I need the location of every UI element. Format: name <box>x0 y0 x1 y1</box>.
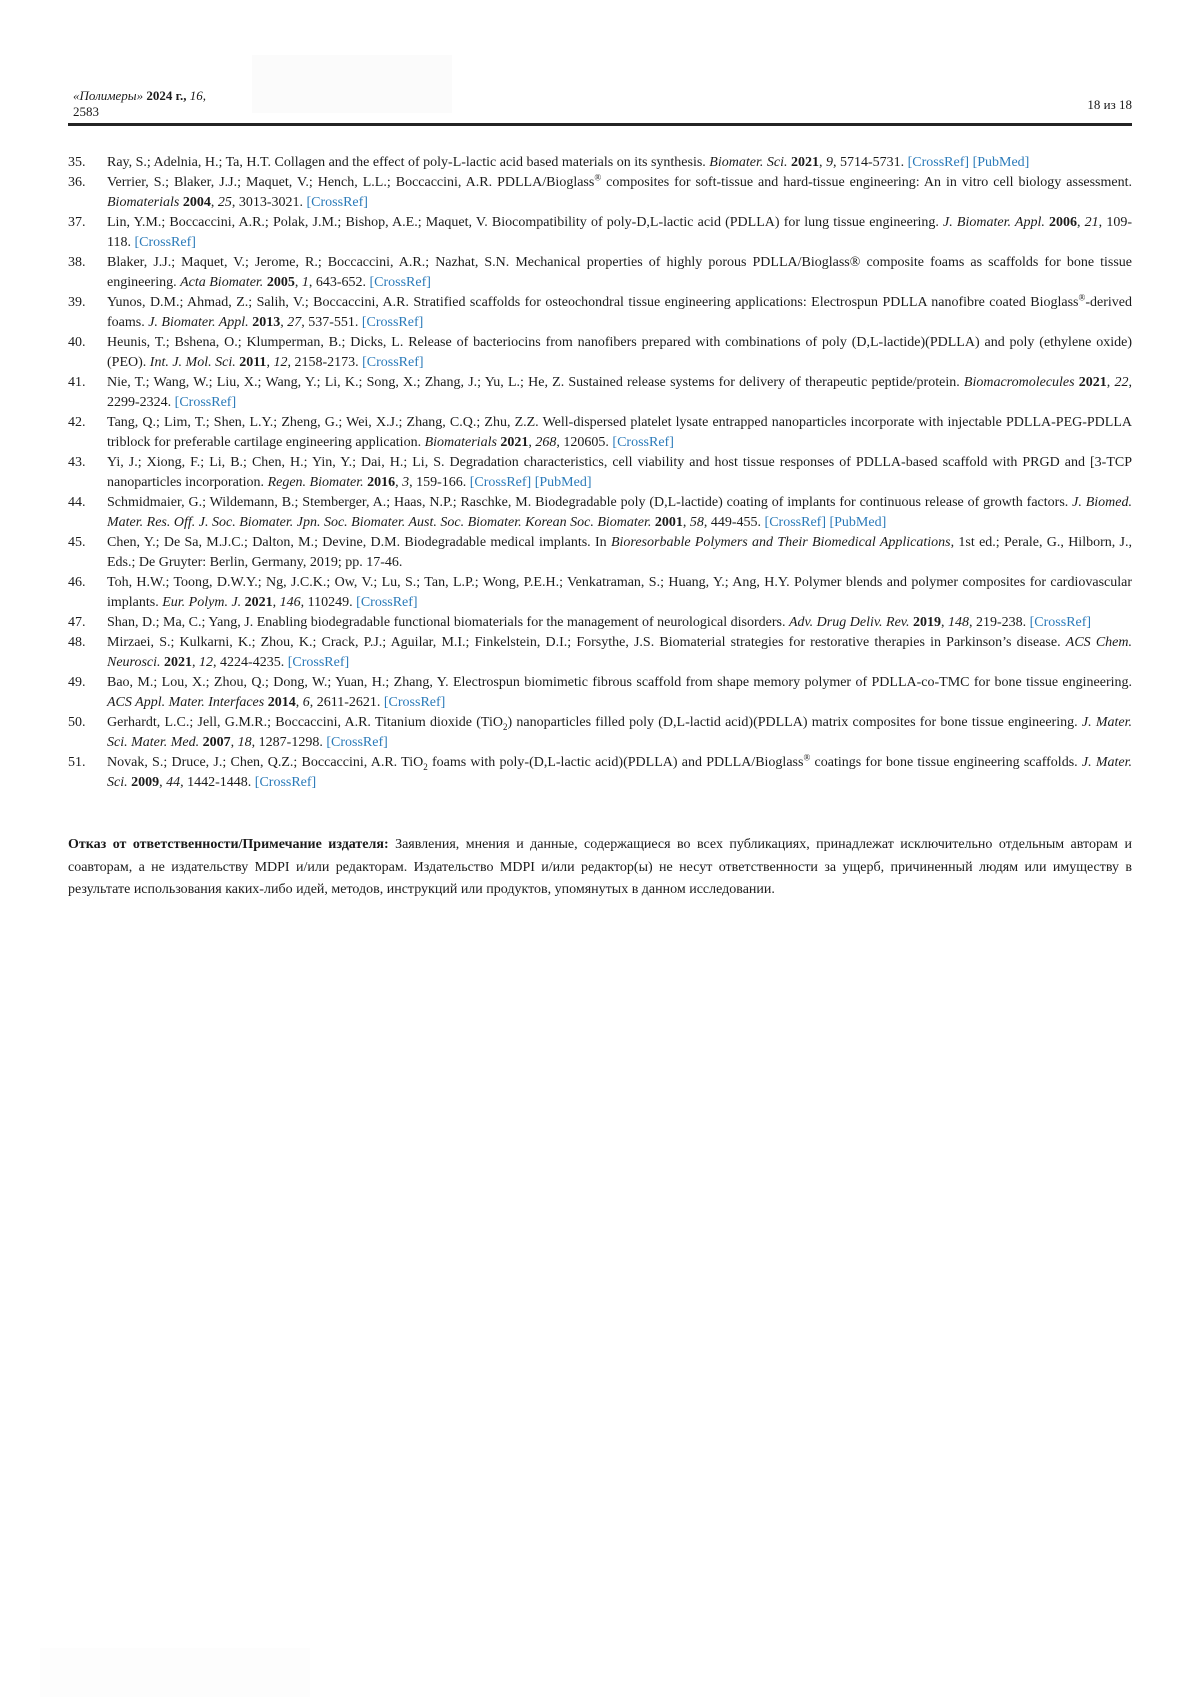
ref-text <box>107 213 1132 253</box>
text-segment: -derived foams. <box>107 295 1132 330</box>
text-segment: Toh, H.W.; Toong, D.W.Y.; Ng, J.C.K.; Ow, V.; Lu, S.; Tan, L.P.; Wong, P.E.H.; Venkatraman, S.; Huang, Y.; Ang, H.Y. Polymer blends and polymer composites for cardiovascular implants. <box>107 575 1132 610</box>
text-segment: , 109-118. <box>107 215 1132 250</box>
text-segment: Bao, M.; Lou, X.; Zhou, Q.; Dong, W.; Yuan, H.; Zhang, Y. Electrospun biomimetic fibrous scaffold from shape memory polymer of PDLLA-co-TMC for bone tissue engineering. <box>107 675 1132 690</box>
ref-number: 43. <box>68 455 86 470</box>
text-segment: 18 <box>237 735 252 750</box>
crossref-link[interactable]: [CrossRef] <box>326 735 388 750</box>
text-segment: , <box>940 615 948 630</box>
text-segment: 1 <box>301 275 309 290</box>
ref-text <box>107 373 1132 413</box>
text-segment: , <box>294 275 302 290</box>
text-segment: Biomaterials <box>107 195 183 210</box>
reference-item <box>68 153 1132 173</box>
scan-artifact <box>40 1648 310 1697</box>
text-segment: , <box>395 475 403 490</box>
publisher-disclaimer <box>68 834 1132 902</box>
ref-number: 46. <box>68 575 86 590</box>
text-segment: 2021 <box>500 435 529 450</box>
text-segment: 2011 <box>239 355 267 370</box>
text-segment: Shan, D.; Ma, C.; Yang, J. Enabling biodegradable functional biomaterials for the management of neurological disorders. <box>107 615 789 630</box>
text-segment: Novak, S.; Druce, J.; Chen, Q.Z.; Boccaccini, A.R. TiO <box>107 755 424 770</box>
ref-text <box>107 413 1132 453</box>
text-segment: , 120605. <box>556 435 613 450</box>
crossref-link[interactable]: [CrossRef] <box>469 475 532 490</box>
running-head <box>68 88 206 120</box>
text-segment: , <box>295 695 303 710</box>
text-segment: Mirzaei, S.; Kulkarni, K.; Zhou, K.; Crack, P.J.; Aguilar, M.I.; Finkelstein, D.I.; Forsythe, J.S. Biomaterial strategies for restorative therapies in Parkinson’s disease. <box>107 635 1066 650</box>
journal-volume: 16, <box>189 88 207 103</box>
crossref-link[interactable]: [CrossRef] <box>764 515 826 530</box>
ref-text <box>107 633 1132 673</box>
ref-text <box>107 673 1132 713</box>
text-segment: 2021 <box>164 655 193 670</box>
reference-item <box>68 673 1132 713</box>
text-segment: ® <box>803 752 811 763</box>
text-segment: 2016 <box>367 475 396 490</box>
text-segment: 2 <box>423 761 428 772</box>
text-segment: , 1st ed.; Perale, G., Hilborn, J., Eds.; De Gruyter: Berlin, Germany, 2019; pp. 17-46. <box>107 535 1133 570</box>
reference-item <box>68 173 1132 213</box>
ref-number: 36. <box>68 175 86 190</box>
ref-text <box>107 253 1132 293</box>
text-segment: 268 <box>535 435 557 450</box>
crossref-link[interactable]: [CrossRef] <box>907 155 970 170</box>
text-segment: 2014 <box>267 695 296 710</box>
ref-number: 44. <box>68 495 86 510</box>
pubmed-link[interactable]: [PubMed] <box>972 155 1030 170</box>
text-segment: 2021 <box>244 595 273 610</box>
text-segment: 22 <box>1114 375 1129 390</box>
text-segment: ACS Appl. Mater. Interfaces <box>107 695 268 710</box>
text-segment: 44 <box>166 775 181 790</box>
ref-text <box>107 713 1132 753</box>
reference-item <box>68 413 1132 453</box>
text-segment: , <box>192 655 200 670</box>
text-segment: Tang, Q.; Lim, T.; Shen, L.Y.; Zheng, G.; Wei, X.J.; Zhang, C.Q.; Zhu, Z.Z. Well-dispersed platelet lysate entrapped nanoparticles incorporate with injectable PDLLA-PEG-PDLLA triblock for preferable cartilage engineering application. <box>107 415 1132 450</box>
text-segment: 148 <box>947 615 969 630</box>
text-segment: 2001 <box>654 515 683 530</box>
text-segment: J. Mater. Sci. Mater. Med. <box>107 715 1132 750</box>
reference-item <box>68 713 1132 753</box>
text-segment: , 1442-1448. <box>180 775 255 790</box>
text-segment: foams with poly-(D,L-lactic acid)(PDLLA) and PDLLA/Bioglass <box>427 755 804 770</box>
text-segment: , <box>1106 375 1115 390</box>
crossref-link[interactable]: [CrossRef] <box>369 275 431 290</box>
crossref-link[interactable]: [CrossRef] <box>1029 615 1092 630</box>
reference-item <box>68 213 1132 253</box>
crossref-link[interactable]: [CrossRef] <box>287 655 350 670</box>
ref-text <box>107 573 1132 613</box>
text-segment: 2005 <box>266 275 295 290</box>
text-segment: , <box>272 595 280 610</box>
text-segment: , 449-455. <box>703 515 765 530</box>
text-segment: , <box>528 435 536 450</box>
page-header <box>68 88 1132 120</box>
text-segment: 6 <box>302 695 310 710</box>
reference-item <box>68 633 1132 673</box>
crossref-link[interactable]: [CrossRef] <box>362 355 424 370</box>
text-segment: 2021 <box>1078 375 1107 390</box>
text-segment: , <box>280 315 288 330</box>
ref-number: 51. <box>68 755 86 770</box>
ref-text <box>107 533 1132 573</box>
text-segment: 2013 <box>252 315 281 330</box>
reference-item <box>68 253 1132 293</box>
reference-item <box>68 493 1132 533</box>
ref-text <box>107 173 1132 213</box>
text-segment: 27 <box>287 315 302 330</box>
text-segment: 12 <box>199 655 214 670</box>
reference-item <box>68 573 1132 613</box>
text-segment: Biomater. Sci. <box>709 155 791 170</box>
crossref-link[interactable]: [CrossRef] <box>174 395 237 410</box>
ref-number: 49. <box>68 675 86 690</box>
text-segment: Ray, S.; Adelnia, H.; Ta, H.T. Collagen and the effect of poly-L-lactic acid based materials on its synthesis. <box>107 155 710 170</box>
text-segment: , 3013-3021. <box>231 195 307 210</box>
text-segment: Bioresorbable Polymers and Their Biomedical Applications <box>610 535 951 550</box>
text-segment: Eur. Polym. J. <box>162 595 245 610</box>
reference-item <box>68 453 1132 493</box>
text-segment: Biomacromolecules <box>963 375 1079 390</box>
text-segment: , 643-652. <box>308 275 370 290</box>
text-segment: ) nanoparticles filled poly (D,L-lactid acid)(PDLLA) matrix composites for bone tissue engineering. <box>507 715 1082 730</box>
text-segment: Lin, Y.M.; Boccaccini, A.R.; Polak, J.M.; Bishop, A.E.; Maquet, V. Biocompatibility of poly-D,L-lactic acid (PDLLA) for lung tissue engineering. <box>107 215 944 230</box>
text-segment: , 4224-4235. <box>213 655 288 670</box>
text-segment: , <box>159 775 167 790</box>
text-segment: , 537-551. <box>301 315 362 330</box>
article-number: 2583 <box>73 104 99 119</box>
text-segment: 3 <box>402 475 410 490</box>
journal-name: «Полимеры» <box>73 88 144 103</box>
text-segment: 2004 <box>182 195 211 210</box>
crossref-link[interactable]: [CrossRef] <box>134 235 196 250</box>
text-segment: Adv. Drug Deliv. Rev. <box>788 615 913 630</box>
ref-number: 41. <box>68 375 86 390</box>
references-list <box>68 153 1132 793</box>
crossref-link[interactable]: [CrossRef] <box>361 315 424 330</box>
ref-text <box>107 153 1132 173</box>
crossref-link[interactable]: [CrossRef] <box>612 435 674 450</box>
journal-year: 2024 г., <box>146 88 187 103</box>
text-segment: ® <box>1078 292 1086 303</box>
pubmed-link[interactable]: [PubMed] <box>534 475 592 490</box>
reference-item <box>68 293 1132 333</box>
ref-number: 38. <box>68 255 86 270</box>
text-segment: Regen. Biomater. <box>267 475 368 490</box>
text-segment: J. Biomater. Appl. <box>148 315 253 330</box>
ref-number: 48. <box>68 635 86 650</box>
text-segment: , 110249. <box>300 595 357 610</box>
ref-text <box>107 293 1132 333</box>
text-segment: J. Biomed. Mater. Res. Off. J. Soc. Biomater. Jpn. Soc. Biomater. Aust. Soc. Biomater. Korean Soc. Biomater. <box>107 495 1132 530</box>
text-segment: 12 <box>273 355 288 370</box>
ref-text <box>107 333 1132 373</box>
text-segment: composites for soft-tissue and hard-tissue engineering: An in vitro cell biology assessment. <box>601 175 1132 190</box>
text-segment: 25 <box>217 195 232 210</box>
text-segment: J. Biomater. Appl. <box>943 215 1049 230</box>
ref-text <box>107 493 1132 533</box>
ref-number: 50. <box>68 715 86 730</box>
ref-number: 47. <box>68 615 86 630</box>
text-segment: Nie, T.; Wang, W.; Liu, X.; Wang, Y.; Li, K.; Song, X.; Zhang, J.; Yu, L.; He, Z. Sustained release systems for delivery of therapeutic peptide/protein. <box>107 375 964 390</box>
reference-item <box>68 333 1132 373</box>
text-segment: , 5714-5731. <box>832 155 908 170</box>
text-segment: Отказ от ответственности/Примечание издателя: <box>68 837 389 852</box>
ref-number: 37. <box>68 215 86 230</box>
header-rule <box>68 123 1132 126</box>
text-segment: Heunis, T.; Bshena, O.; Klumperman, B.; Dicks, L. Release of bacteriocins from nanofibers prepared with combinations of poly (D,L-lactide)(PDLLA) and poly (ethylene oxide)(PEO). <box>107 335 1132 370</box>
crossref-link[interactable]: [CrossRef] <box>254 775 317 790</box>
crossref-link[interactable]: [CrossRef] <box>383 695 446 710</box>
text-segment: Gerhardt, L.C.; Jell, G.M.R.; Boccaccini, A.R. Titanium dioxide (TiO <box>107 715 503 730</box>
text-segment: ® <box>594 172 602 183</box>
text-segment: , 159-166. <box>409 475 470 490</box>
text-segment: 58 <box>689 515 704 530</box>
text-segment: 2021 <box>790 155 819 170</box>
ref-text <box>107 753 1132 793</box>
text-segment: , <box>266 355 274 370</box>
reference-item <box>68 613 1132 633</box>
ref-text <box>107 453 1132 493</box>
text-segment: , 2611-2621. <box>309 695 384 710</box>
text-segment: 9 <box>825 155 833 170</box>
text-segment: , 1287-1298. <box>251 735 327 750</box>
text-segment: , 2158-2173. <box>287 355 363 370</box>
crossref-link[interactable]: [CrossRef] <box>356 595 418 610</box>
text-segment: 2009 <box>131 775 160 790</box>
text-segment: , <box>818 155 826 170</box>
text-segment: 2 <box>502 721 508 732</box>
reference-item <box>68 753 1132 793</box>
pubmed-link[interactable]: [PubMed] <box>829 515 887 530</box>
ref-number: 39. <box>68 295 86 310</box>
text-segment: , <box>1077 215 1085 230</box>
text-segment: Int. J. Mol. Sci. <box>149 355 240 370</box>
text-segment: 2006 <box>1049 215 1077 230</box>
text-segment: , 219-238. <box>968 615 1030 630</box>
text-segment: 2019 <box>912 615 941 630</box>
crossref-link[interactable]: [CrossRef] <box>306 195 368 210</box>
ref-number: 35. <box>68 155 86 170</box>
text-segment: Verrier, S.; Blaker, J.J.; Maquet, V.; Hench, L.L.; Boccaccini, A.R. PDLLA/Bioglass <box>107 175 595 190</box>
text-segment: ACS Chem. Neurosci. <box>107 635 1132 670</box>
text-segment: Chen, Y.; De Sa, M.J.C.; Dalton, M.; Devine, D.M. Biodegradable medical implants. In <box>107 535 611 550</box>
ref-number: 45. <box>68 535 86 550</box>
text-segment: Schmidmaier, G.; Wildemann, B.; Stemberger, A.; Haas, N.P.; Raschke, M. Biodegradable poly (D,L-lactide) coating of implants for continuous release of growth factors. <box>107 495 1073 510</box>
text-segment: coatings for bone tissue engineering scaffolds. <box>810 755 1082 770</box>
ref-text <box>107 613 1132 633</box>
text-segment: Заявления, мнения и данные, содержащиеся во всех публикациях, принадлежат исключительно отдельным авторам и соавторам, а не издательству MDPI и/или редакторам. Издательство MDPI и/или редактор(ы) не несут ответственности за ущерб, причиненный людям или имуществу в результате использования каких-либо идей, методов, инструкций или продуктов, упомянутых в данном исследовании. <box>68 837 1132 897</box>
text-segment: , <box>210 195 218 210</box>
ref-number: 40. <box>68 335 86 350</box>
page-number: 18 из 18 <box>1087 97 1132 112</box>
text-segment: , <box>230 735 238 750</box>
text-segment: 146 <box>279 595 301 610</box>
ref-number: 42. <box>68 415 86 430</box>
text-segment: Yi, J.; Xiong, F.; Li, B.; Chen, H.; Yin, Y.; Dai, H.; Li, S. Degradation characteristics, cell viability and host tissue responses of PDLLA-based scaffold with PRGD and [3-TCP nanoparticles incorporation. <box>107 455 1132 490</box>
reference-item <box>68 533 1132 573</box>
text-segment: , 2299-2324. <box>107 375 1132 410</box>
text-segment: , <box>682 515 690 530</box>
text-segment: 21 <box>1084 215 1099 230</box>
text-segment: Blaker, J.J.; Maquet, V.; Jerome, R.; Boccaccini, A.R.; Nazhat, S.N. Mechanical properties of highly porous PDLLA/Bioglass® composite foams as scaffolds for bone tissue engineering. <box>107 255 1132 290</box>
text-segment: J. Mater. Sci. <box>107 755 1133 790</box>
text-segment: Acta Biomater. <box>180 275 267 290</box>
reference-item <box>68 373 1132 413</box>
text-segment: 2007 <box>202 735 231 750</box>
text-segment: Yunos, D.M.; Ahmad, Z.; Salih, V.; Boccaccini, A.R. Stratified scaffolds for osteochondral tissue engineering applications: Electrospun PDLLA nanofibre coated Bioglass <box>107 295 1079 310</box>
text-segment: Biomaterials <box>424 435 501 450</box>
